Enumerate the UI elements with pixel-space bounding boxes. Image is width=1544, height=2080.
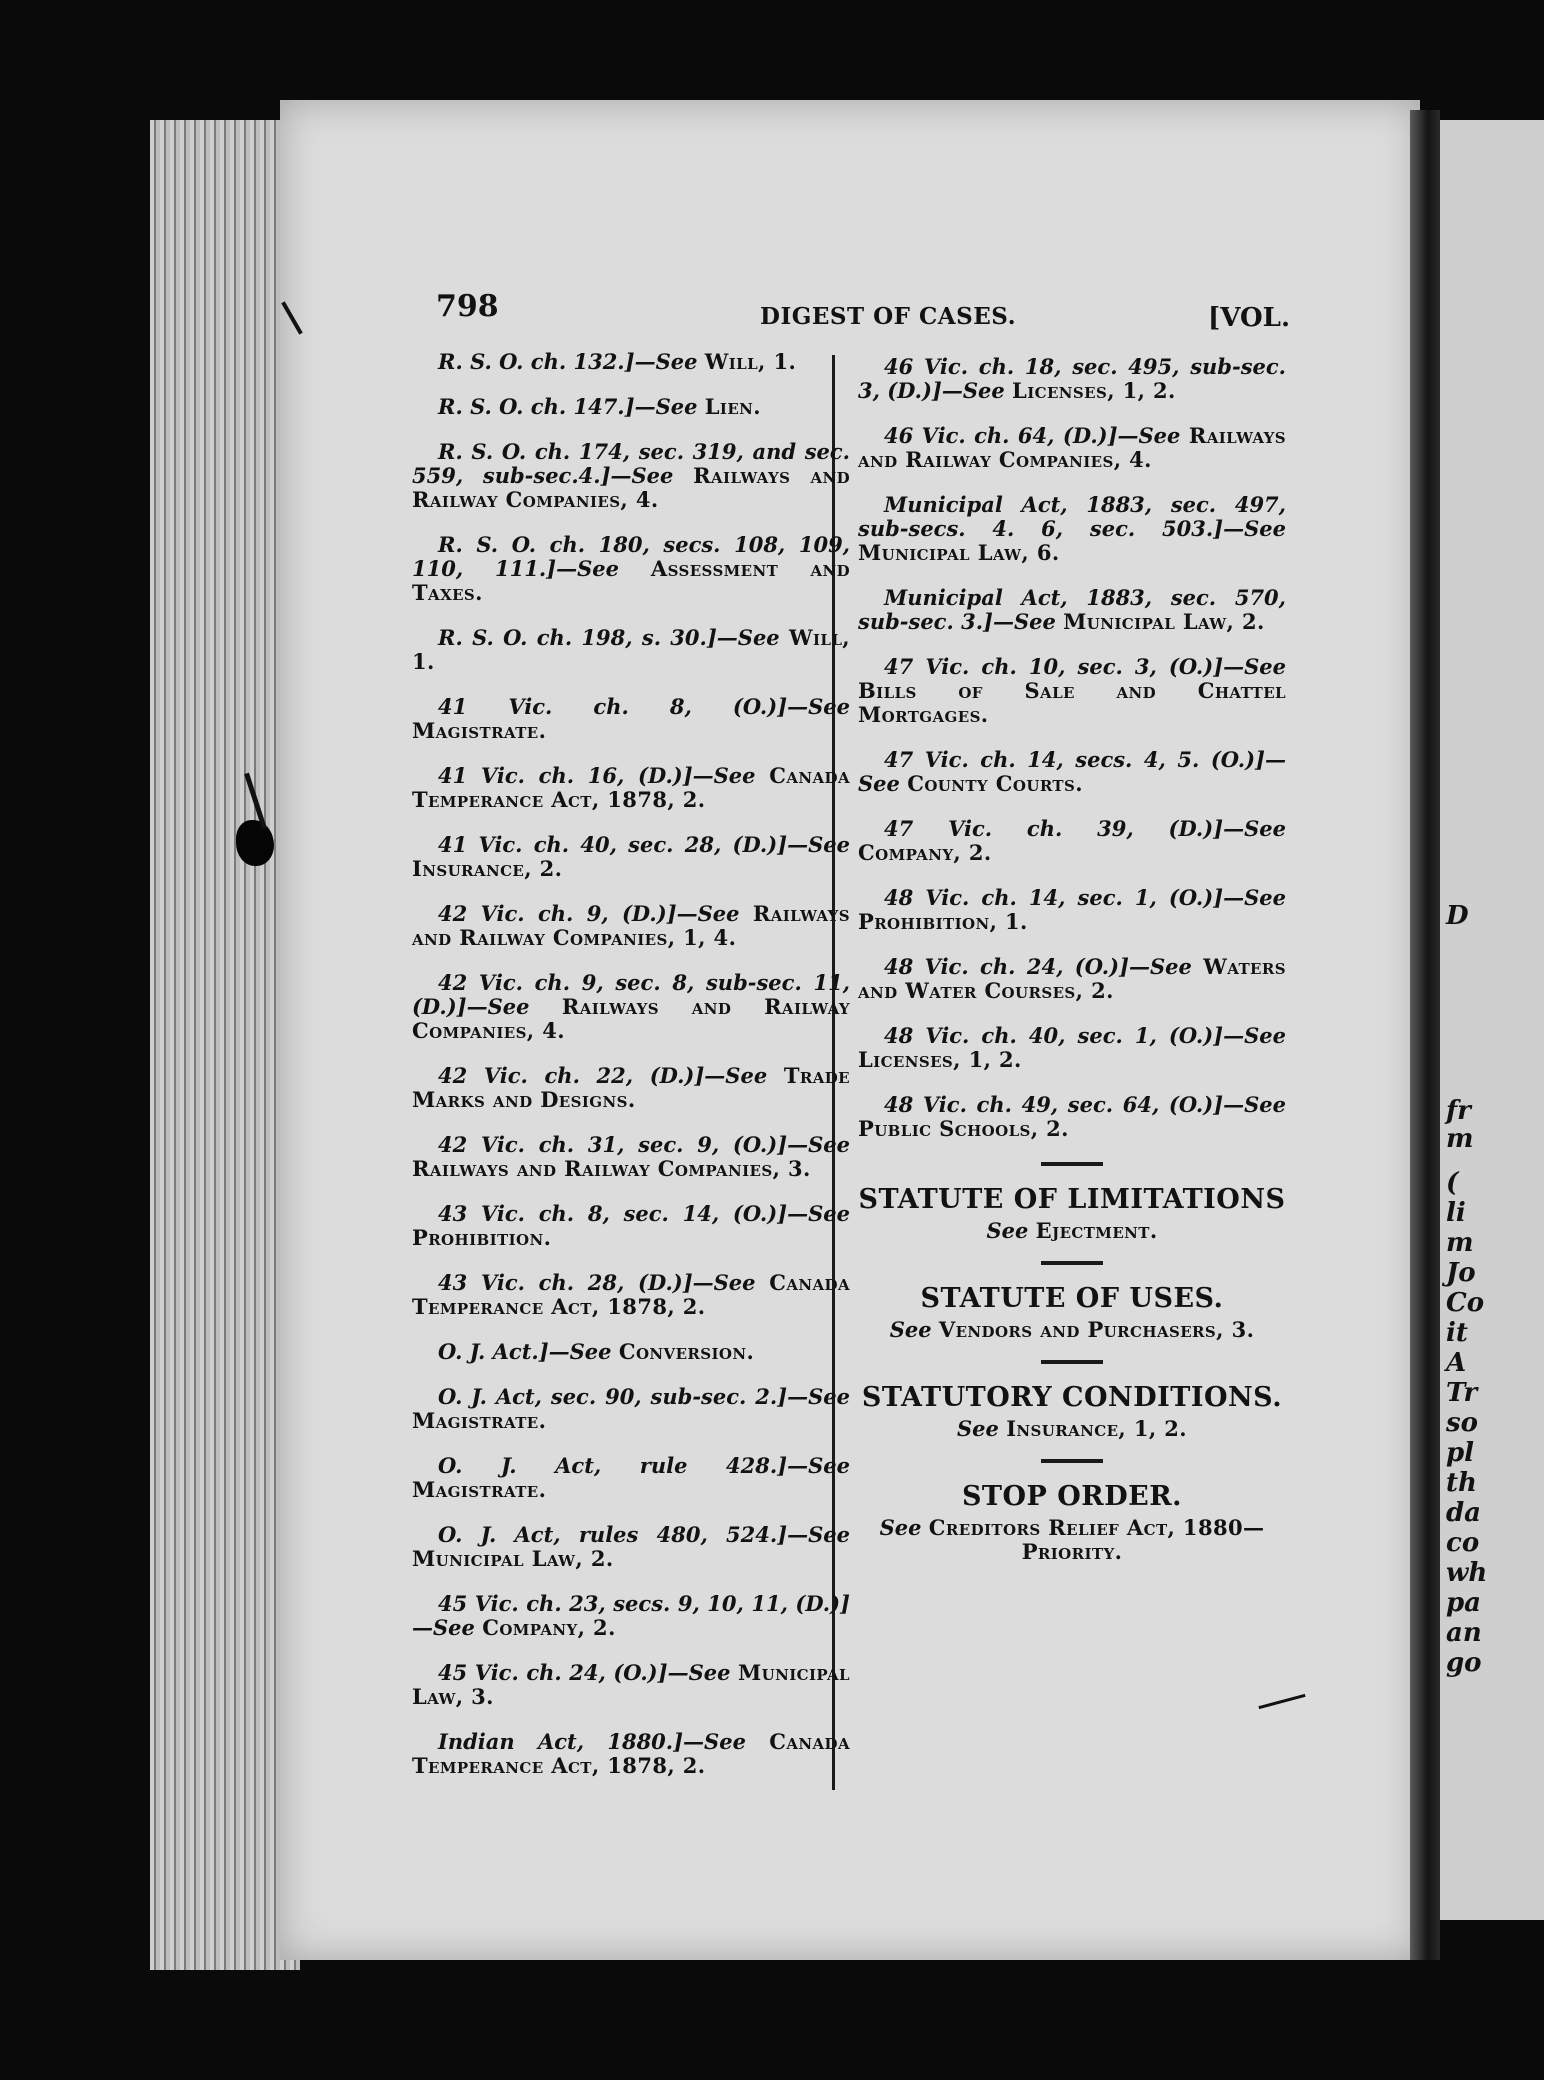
statute-citation: 48 Vic. ch. 24, (O.)] [884,954,1129,979]
digest-entry [412,350,850,374]
cross-reference-target: Magistrate. [412,718,547,743]
statute-citation: R. S. O. ch. 147.] [438,394,635,419]
statute-citation: O. J. Act, sec. 90, sub-sec. 2.] [438,1384,788,1409]
section-cross-reference [858,1417,1286,1441]
cross-reference-target: Public Schools, 2. [858,1116,1069,1141]
cross-reference-target: Creditors Relief Act, 1880—Priority. [928,1515,1265,1564]
cross-reference-target: Railways and Railway Companies, 4. [412,994,850,1043]
cross-reference-target: Vendors and Purchasers, 3. [938,1317,1255,1342]
section-heading: STOP ORDER. [961,1481,1183,1512]
see-reference: —See [1223,1092,1286,1117]
cross-reference-target: Assessment and Taxes. [412,556,851,605]
see-reference: —See [992,609,1064,634]
cross-reference-target: Municipal Law, 2. [412,1546,614,1571]
section-divider [1041,1162,1103,1166]
section-divider [1041,1459,1103,1463]
book-gutter [1410,110,1440,1960]
section-heading: STATUTE OF USES. [920,1283,1224,1314]
digest-entry [858,1093,1286,1141]
cross-reference-target: Railways and Railway Companies, 1, 4. [412,901,850,950]
statute-citation: 47 Vic. ch. 39, (D.)] [884,816,1224,841]
statute-citation: 46 Vic. ch. 18, sec. 495, sub-sec. 3, (D.)] [858,354,1286,403]
statute-citation: 47 Vic. ch. 14, secs. 4, 5. (O.)] [884,747,1265,772]
see-reference: —See [1223,816,1286,841]
section-divider [1041,1261,1103,1265]
digest-entry [412,1385,850,1433]
see-reference: See [956,1416,1007,1441]
statute-citation: O. J. Act, rules 480, 524.] [438,1522,788,1547]
digest-entry [412,395,850,419]
see-reference: —See [692,763,770,788]
cross-reference-target: Insurance, 1, 2. [1006,1416,1188,1441]
digest-entry [412,440,850,512]
adjacent-page-text: it [1446,1318,1468,1348]
digest-entry [412,971,850,1043]
adjacent-page-text: an [1446,1618,1482,1648]
digest-entry [412,1340,850,1364]
see-reference: —See [787,1384,850,1409]
see-reference: —See [858,747,1286,796]
section-cross-reference [858,1219,1286,1243]
cross-reference-target: Will, 1. [704,349,797,374]
digest-entry [412,833,850,881]
see-reference: —See [634,349,705,374]
see-reference: —See [1223,516,1286,541]
digest-entry [858,886,1286,934]
cross-reference-target: Railways and Railway Companies, 3. [412,1156,811,1181]
adjacent-page-text: pl [1446,1438,1475,1468]
see-reference: —See [787,1132,850,1157]
statute-citation: O. J. Act, rule 428.] [438,1453,788,1478]
cross-reference-target: Company, 2. [482,1615,616,1640]
statute-citation: 48 Vic. ch. 40, sec. 1, (O.)] [884,1023,1224,1048]
statute-citation: R. S. O. ch. 132.] [438,349,635,374]
adjacent-page-text: li [1446,1198,1466,1228]
see-reference: —See [548,1339,619,1364]
cross-reference-target: Canada Temperance Act, 1878, 2. [412,1729,850,1778]
see-reference: —See [412,1615,483,1640]
statute-citation: Indian Act, 1880.] [438,1729,684,1754]
digest-entry [412,1730,850,1778]
see-reference: —See [466,994,562,1019]
see-reference: —See [610,463,694,488]
statute-citation: 41 Vic. ch. 16, (D.)] [438,763,693,788]
statute-citation: 42 Vic. ch. 9, sec. 8, sub-sec. 11, (D.)] [412,970,850,1019]
digest-entry [412,1202,850,1250]
adjacent-page-text: A [1446,1348,1467,1378]
digest-entry [858,748,1286,796]
section-heading: STATUTE OF LIMITATIONS [858,1184,1286,1215]
statute-citation: 46 Vic. ch. 64, (D.)] [884,423,1118,448]
cross-reference-target: Licenses, 1, 2. [858,1047,1022,1072]
volume-label: [VOL. [1208,303,1290,333]
statute-citation: 45 Vic. ch. 23, secs. 9, 10, 11, (D.)] [438,1591,850,1616]
statute-citation: 43 Vic. ch. 28, (D.)] [438,1270,693,1295]
statute-citation: 42 Vic. ch. 9, (D.)] [438,901,677,926]
see-reference: —See [676,901,753,926]
cross-reference-target: Waters and Water Courses, 2. [858,954,1286,1003]
see-reference: —See [667,1660,739,1685]
adjacent-page-text: ( [1446,1168,1459,1198]
digest-entry [412,1133,850,1181]
digest-entry [412,1271,850,1319]
cross-reference-target: Will, 1. [412,625,850,674]
adjacent-page-text: pa [1446,1588,1482,1618]
running-title: DIGEST OF CASES. [760,303,1017,330]
statute-citation: R. S. O. ch. 198, s. 30.] [438,625,717,650]
page-header [430,283,1290,333]
see-reference: —See [941,378,1013,403]
see-reference: —See [787,694,850,719]
page-number: 798 [436,289,499,324]
adjacent-page-fragment [1440,120,1544,1920]
digest-entry [412,1661,850,1709]
statute-citation: Municipal Act, 1883, sec. 570, sub-sec. 3.] [858,585,1286,634]
digest-entry [412,533,850,605]
digest-entry [412,764,850,812]
adjacent-page-text: da [1446,1498,1482,1528]
cross-reference-target: County Courts. [907,771,1083,796]
see-reference: —See [556,556,651,581]
see-reference: —See [716,625,789,650]
see-reference: See [986,1218,1036,1243]
statute-citation: 43 Vic. ch. 8, sec. 14, (O.)] [438,1201,788,1226]
statute-citation: Municipal Act, 1883, sec. 497, sub-secs. 4. 6, sec. 503.] [858,492,1286,541]
section-heading: STATUTORY CONDITIONS. [861,1382,1283,1413]
adjacent-page-text: Co [1446,1288,1485,1318]
cross-reference-target: Prohibition, 1. [858,909,1028,934]
see-reference: —See [1223,654,1286,679]
cross-reference-target: Municipal Law, 6. [858,540,1060,565]
statute-citation: 41 Vic. ch. 40, sec. 28, (D.)] [438,832,788,857]
cross-reference-target: Municipal Law, 2. [1063,609,1265,634]
digest-entry [858,1024,1286,1072]
digest-entry [858,493,1286,565]
adjacent-page-text: co [1446,1528,1480,1558]
statute-citation: 41 Vic. ch. 8, (O.)] [438,694,788,719]
book-page-edges [150,120,300,1970]
cross-reference-target: Licenses, 1, 2. [1012,378,1176,403]
cross-reference-target: Magistrate. [412,1408,547,1433]
see-reference: —See [683,1729,770,1754]
adjacent-page-text: m [1446,1228,1474,1258]
see-reference: —See [787,832,850,857]
cross-reference-target: Lien. [704,394,762,419]
digest-entry [412,1523,850,1571]
see-reference: —See [634,394,705,419]
see-reference: —See [1223,885,1286,910]
left-column [412,350,850,1799]
statute-citation: O. J. Act.] [438,1339,549,1364]
right-column [858,355,1286,1574]
statute-citation: R. S. O. ch. 180, secs. 108, 109, 110, 111.] [412,532,850,581]
cross-reference-target: Conversion. [618,1339,755,1364]
digest-entry [858,955,1286,1003]
digest-entry [858,424,1286,472]
cross-reference-target: Ejectment. [1035,1218,1158,1243]
see-reference: —See [787,1453,850,1478]
see-reference: —See [692,1270,770,1295]
digest-entry [412,695,850,743]
cross-reference-target: Municipal Law, 3. [412,1660,850,1709]
adjacent-page-text: so [1446,1408,1478,1438]
adjacent-page-text: fr [1446,1096,1471,1126]
cross-reference-target: Canada Temperance Act, 1878, 2. [412,763,850,812]
section-divider [1041,1360,1103,1364]
see-reference: —See [787,1522,850,1547]
adjacent-page-text: Jo [1446,1258,1476,1288]
statute-citation: 42 Vic. ch. 31, sec. 9, (O.)] [438,1132,788,1157]
see-reference: —See [787,1201,850,1226]
statute-citation: 42 Vic. ch. 22, (D.)] [438,1063,705,1088]
see-reference: —See [1223,1023,1286,1048]
cross-reference-target: Railways and Railway Companies, 4. [412,463,851,512]
adjacent-page-text: m [1446,1124,1474,1154]
section-cross-reference [858,1516,1286,1564]
statute-citation: 47 Vic. ch. 10, sec. 3, (O.)] [884,654,1224,679]
cross-reference-target: Magistrate. [412,1477,547,1502]
digest-entry [412,1592,850,1640]
statute-citation: R. S. O. ch. 174, sec. 319, and sec. 559, sub-sec.4.] [412,439,850,488]
cross-reference-target: Railways and Railway Companies, 4. [858,423,1286,472]
statute-citation: 45 Vic. ch. 24, (O.)] [438,1660,668,1685]
see-reference: —See [704,1063,784,1088]
adjacent-page-text: wh [1446,1558,1488,1588]
cross-reference-target: Company, 2. [858,840,992,865]
statute-citation: 48 Vic. ch. 49, sec. 64, (O.)] [884,1092,1224,1117]
cross-reference-target: Prohibition. [412,1225,552,1250]
adjacent-page-text: th [1446,1468,1477,1498]
adjacent-page-text: D [1446,901,1469,931]
cross-reference-target: Trade Marks and Designs. [412,1063,851,1112]
see-reference: —See [1117,423,1189,448]
section-cross-reference [858,1318,1286,1342]
see-reference: —See [1128,954,1204,979]
digest-entry [858,355,1286,403]
digest-entry [858,817,1286,865]
see-reference: See [889,1317,939,1342]
cross-reference-target: Canada Temperance Act, 1878, 2. [412,1270,850,1319]
cross-reference-target: Bills of Sale and Chattel Mortgages. [858,678,1286,727]
digest-entry [858,655,1286,727]
see-reference: See [879,1515,929,1540]
adjacent-page-text: Tr [1446,1378,1478,1408]
digest-entry [412,626,850,674]
cross-reference-target: Insurance, 2. [412,856,563,881]
digest-entry [412,1454,850,1502]
digest-entry [858,586,1286,634]
statute-citation: 48 Vic. ch. 14, sec. 1, (O.)] [884,885,1224,910]
digest-entry [412,1064,850,1112]
adjacent-page-text: go [1446,1648,1482,1678]
digest-entry [412,902,850,950]
